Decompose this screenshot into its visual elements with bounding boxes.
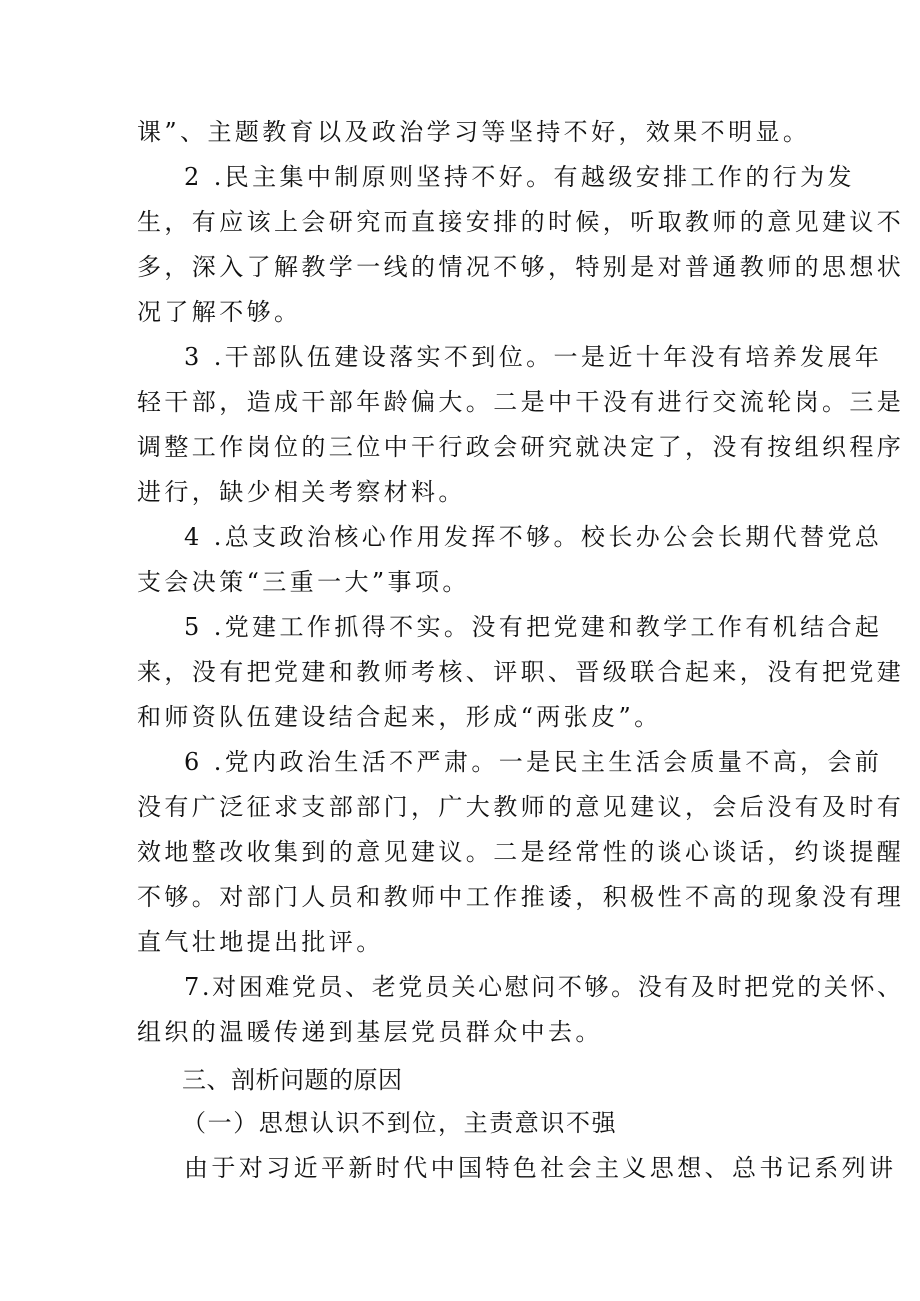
paragraph-line: 课”、主题教育以及政治学习等坚持不好，效果不明显。: [137, 118, 811, 146]
paragraph-line: 调整工作岗位的三位中干行政会研究就决定了，没有按组织程序: [137, 433, 905, 461]
paragraph-line: 多，深入了解教学一线的情况不够，特别是对普通教师的思想状: [137, 253, 905, 281]
paragraph-line: 支会决策“三重一大”事项。: [137, 568, 470, 596]
paragraph-line: 2 .民主集中制原则坚持不好。有越级安排工作的行为发: [184, 163, 855, 191]
paragraph-line: 生，有应该上会研究而直接安排的时候，听取教师的意见建议不: [137, 208, 905, 236]
paragraph-line: 直气壮地提出批评。: [137, 928, 384, 956]
paragraph-line: 没有广泛征求支部部门，广大教师的意见建议，会后没有及时有: [137, 793, 905, 821]
paragraph-line: 6 .党内政治生活不严肃。一是民主生活会质量不高，会前: [184, 748, 883, 776]
paragraph-line: 3 .干部队伍建设落实不到位。一是近十年没有培养发展年: [184, 343, 883, 371]
paragraph-line: 由于对习近平新时代中国特色社会主义思想、总书记系列讲: [184, 1154, 897, 1182]
paragraph-line: 4 .总支政治核心作用发挥不够。校长办公会长期代替党总: [184, 523, 883, 551]
paragraph-line: 和师资队伍建设结合起来，形成“两张皮”。: [137, 703, 662, 731]
section-heading: 三、剖析问题的原因: [182, 1066, 403, 1094]
paragraph-line: 组织的温暖传递到基层党员群众中去。: [137, 1018, 603, 1046]
subsection-heading: （一）思想认识不到位，主责意识不强: [182, 1109, 618, 1137]
paragraph-line: 效地整改收集到的意见建议。二是经常性的谈心谈话，约谈提醒: [137, 838, 905, 866]
paragraph-line: 况了解不够。: [137, 298, 302, 326]
paragraph-line: 来，没有把党建和教师考核、评职、晋级联合起来，没有把党建: [137, 658, 905, 686]
paragraph-line: 5 .党建工作抓得不实。没有把党建和教学工作有机结合起: [184, 613, 883, 641]
paragraph-line: 进行，缺少相关考察材料。: [137, 478, 466, 506]
paragraph-line: 轻干部，造成干部年龄偏大。二是中干没有进行交流轮岗。三是: [137, 388, 905, 416]
paragraph-line: 不够。对部门人员和教师中工作推诿，积极性不高的现象没有理: [137, 883, 905, 911]
paragraph-line: 7.对困难党员、老党员关心慰问不够。没有及时把党的关怀、: [184, 973, 904, 1001]
